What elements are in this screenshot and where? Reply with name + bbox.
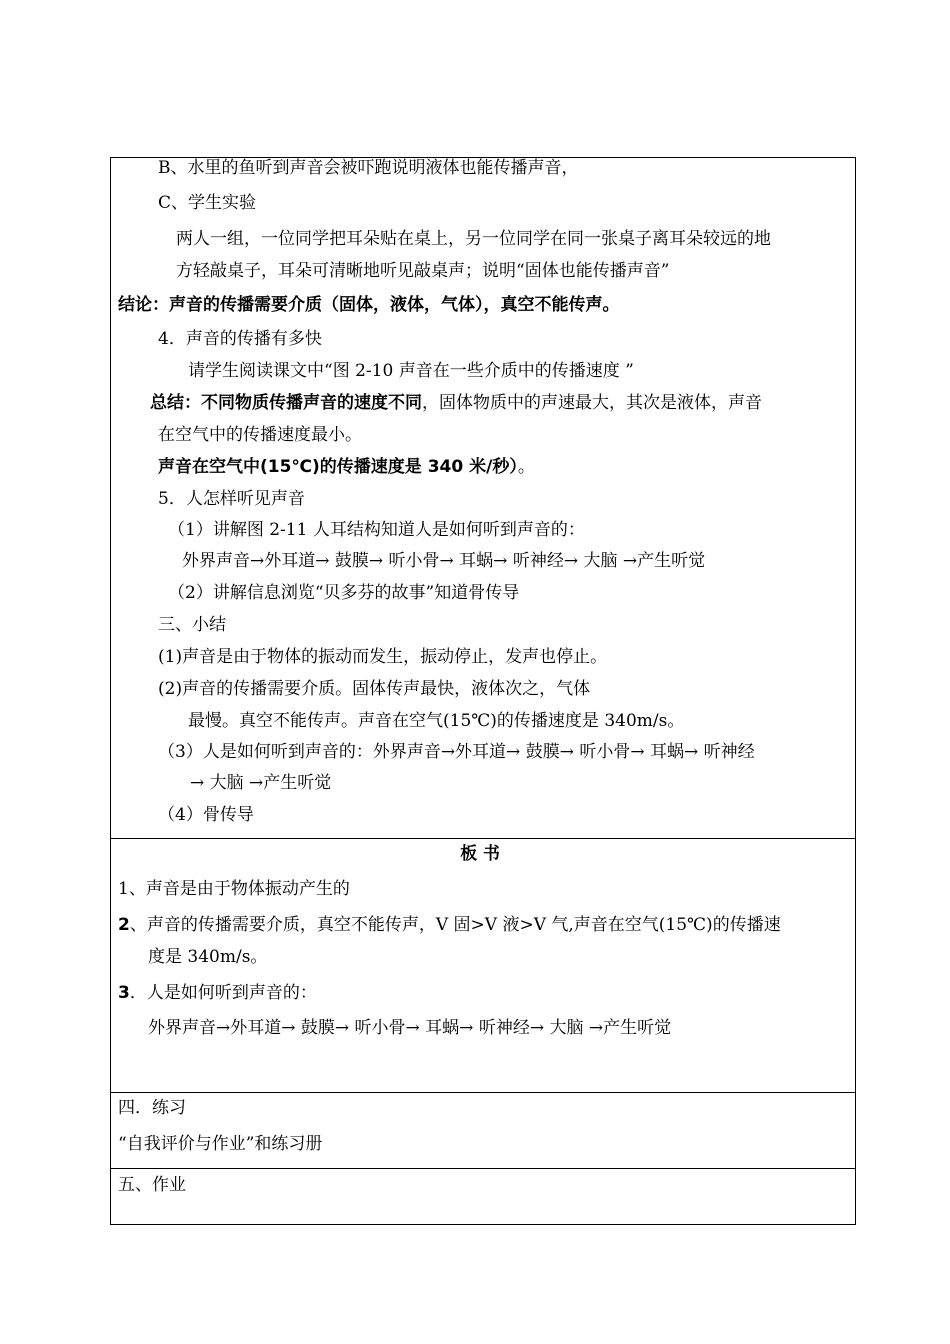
board-number: 2: [118, 915, 130, 935]
speed-end: 。: [517, 457, 535, 477]
row-divider: [111, 838, 855, 839]
homework-title: 五、作业: [118, 1175, 186, 1195]
text-line: (2)声音的传播需要介质。固体传声最快，液体次之，气体: [158, 679, 591, 699]
board-text: ．人是如何听到声音的：: [129, 983, 317, 1003]
board-line: 外界声音→外耳道→ 鼓膜→ 听小骨→ 耳蜗→ 听神经→ 大脑 →产生听觉: [148, 1018, 672, 1038]
row-divider: [111, 1092, 855, 1093]
text-line: （3）人是如何听到声音的：外界声音→外耳道→ 鼓膜→ 听小骨→ 耳蜗→ 听神经: [158, 742, 755, 762]
text-line: 请学生阅读课文中“图 2-10 声音在一些介质中的传播速度 ”: [188, 361, 634, 381]
heading: 三、小结: [158, 615, 226, 635]
practice-text: “自我评价与作业”和练习册: [118, 1134, 323, 1154]
text-line: 外界声音→外耳道→ 鼓膜→ 听小骨→ 耳蜗→ 听神经→ 大脑 →产生听觉: [182, 551, 706, 571]
conclusion: 结论：声音的传播需要介质（固体，液体，气体），真空不能传声。: [118, 295, 620, 315]
speed-bold: 声音在空气中(15℃)的传播速度是 340 米/秒）: [158, 457, 518, 477]
text-line: → 大脑 →产生听觉: [190, 773, 332, 793]
board-text: 、声音的传播需要介质，真空不能传声，V 固>V 液>V 气,声音在空气(15℃)的传播速: [129, 915, 781, 935]
text-line: 两人一组，一位同学把耳朵贴在桌上，另一位同学在同一张桌子离耳朵较远的地: [176, 229, 771, 249]
text-line: B、水里的鱼听到声音会被吓跑说明液体也能传播声音，: [158, 158, 579, 178]
text-line: （1）讲解图 2-11 人耳结构知道人是如何听到声音的：: [168, 520, 585, 540]
text-line: C、学生实验: [158, 193, 257, 213]
heading: 5．人怎样听见声音: [158, 489, 305, 509]
text-line: 在空气中的传播速度最小。: [158, 425, 362, 445]
speed-line: [158, 456, 535, 478]
board-line: [118, 914, 781, 936]
text-line: 方轻敲桌子，耳朵可清晰地听见敲桌声；说明“固体也能传播声音”: [176, 261, 670, 281]
summary-line: [150, 392, 762, 414]
summary-bold: 总结：不同物质传播声音的速度不同: [150, 393, 422, 413]
board-line: 度是 340m/s。: [148, 947, 268, 967]
board-number: 3: [118, 983, 130, 1003]
text-line: （4）骨传导: [158, 805, 254, 825]
heading: 4．声音的传播有多快: [158, 329, 322, 349]
practice-title: 四．练习: [118, 1098, 186, 1118]
text-line: 最慢。真空不能传声。声音在空气(15℃)的传播速度是 340m/s。: [188, 711, 685, 731]
board-title: 板 书: [460, 844, 500, 864]
row-divider: [111, 1168, 855, 1169]
board-line: 1、声音是由于物体振动产生的: [118, 879, 350, 899]
summary-rest: ，固体物质中的声速最大，其次是液体，声音: [422, 393, 762, 413]
board-line: [118, 982, 317, 1004]
text-line: （2）讲解信息浏览“贝多芬的故事”知道骨传导: [168, 583, 520, 603]
text-line: (1)声音是由于物体的振动而发生，振动停止，发声也停止。: [158, 647, 608, 667]
